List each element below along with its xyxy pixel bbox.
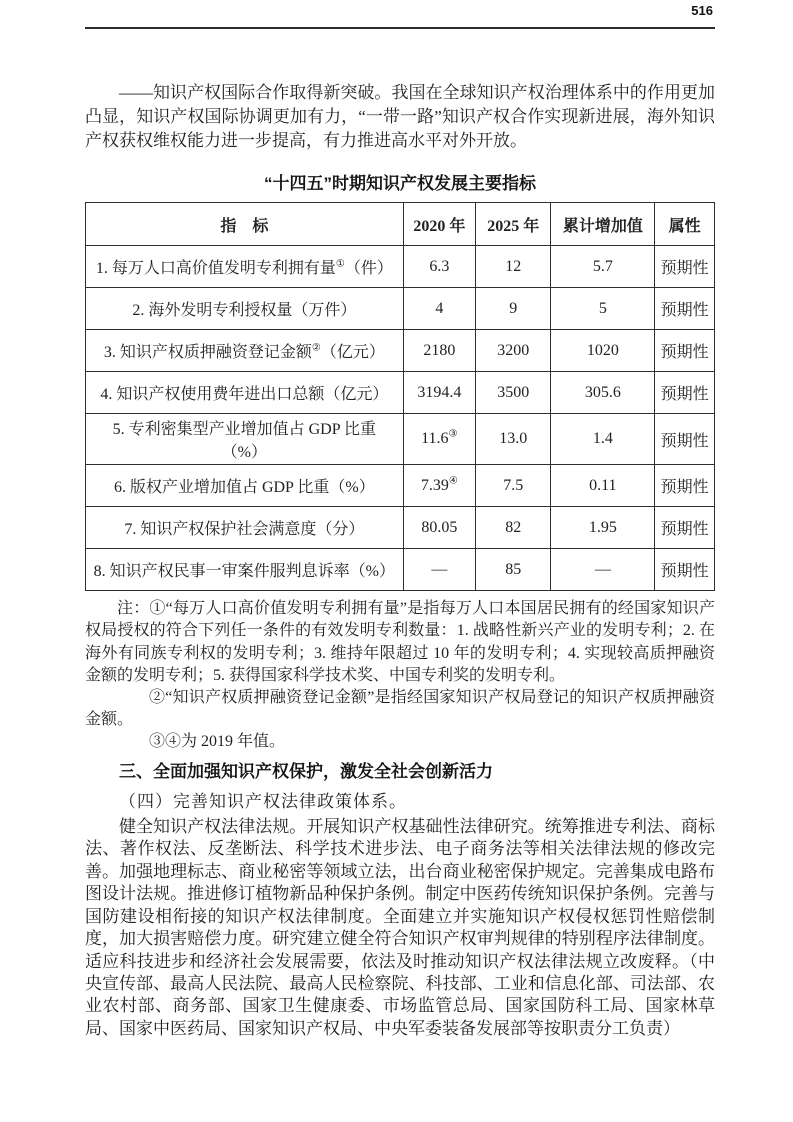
value-2020: 7.39	[420, 476, 449, 494]
indicator-unit: （件）	[344, 260, 393, 278]
cumulative-cell: 5	[551, 288, 655, 330]
indicator-cell	[86, 414, 404, 465]
indicator-unit: （%）	[349, 563, 395, 581]
value-2020-cell	[403, 465, 475, 507]
col-header-2025: 2025 年	[475, 203, 550, 246]
value-2025-cell: 82	[475, 507, 550, 549]
value-2020: 3194.4	[417, 383, 462, 401]
attribute-cell: 预期性	[655, 549, 715, 591]
table-row	[86, 507, 715, 549]
intro-paragraph: ——知识产权国际合作取得新突破。我国在全球知识产权治理体系中的作用更加凸显，知识产权国际协调更加有力，“一带一路”知识产权合作实现新进展，海外知识产权获权维权能力进一步提高，有力推进高水平对外开放。	[85, 83, 715, 151]
indicators-table	[85, 202, 715, 591]
cumulative-cell: 0.11	[551, 465, 655, 507]
attribute-cell: 预期性	[655, 507, 715, 549]
value-2020: 2180	[423, 341, 456, 359]
value-2020: 4	[435, 299, 444, 317]
attribute-cell: 预期性	[655, 465, 715, 507]
cumulative-cell: 5.7	[551, 246, 655, 288]
table-row	[86, 414, 715, 465]
footnote-mark: ③	[448, 429, 458, 441]
value-2020: 6.3	[429, 257, 450, 275]
note-2: ②“知识产权质押融资登记金额”是指经国家知识产权局登记的知识产权质押融资金额。	[85, 688, 715, 728]
value-2025-cell: 85	[475, 549, 550, 591]
value-2025-cell: 3500	[475, 372, 550, 414]
table-notes	[85, 598, 715, 753]
value-2020-cell	[403, 414, 475, 465]
table-header-row	[86, 203, 715, 246]
indicator-name: 8. 知识产权民事一审案件服判息诉率	[93, 563, 350, 581]
table-row	[86, 549, 715, 591]
body-paragraph: 健全知识产权法律法规。开展知识产权基础性法律研究。统筹推进专利法、商标法、著作权法、反垄断法、科学技术进步法、电子商务法等相关法律法规的修改完善。加强地理标志、商业秘密等领域立法，出台商业秘密保护规定。完善集成电路布图设计法规。推进修订植物新品种保护条例。制定中医药传统知识保护条例。完善与国防建设相衔接的知识产权法律制度。全面建立并实施知识产权侵权惩罚性赔偿制度，加大损害赔偿力度。研究建立健全符合知识产权审判规律的特别程序法律制度。适应科技进步和经济社会发展需要，依法及时推动知识产权法律法规立改废释。（中央宣传部、最高人民法院、最高人民检察院、科技部、工业和信息化部、司法部、农业农村部、商务部、国家卫生健康委、市场监管总局、国家国防科工局、国家林草局、国家中医药局、国家知识产权局、中央军委装备发展部等按职责分工负责）	[85, 816, 715, 1038]
indicator-cell	[86, 330, 404, 372]
cumulative-cell: 1.95	[551, 507, 655, 549]
cumulative-cell: 1020	[551, 330, 655, 372]
table-title: “十四五”时期知识产权发展主要指标	[264, 174, 536, 194]
indicator-cell	[86, 372, 404, 414]
table-row	[86, 246, 715, 288]
attribute-cell: 预期性	[655, 372, 715, 414]
header-rule	[85, 27, 715, 29]
table-row	[86, 372, 715, 414]
value-2025-cell: 13.0	[475, 414, 550, 465]
col-header-2020: 2020 年	[403, 203, 475, 246]
indicator-cell	[86, 465, 404, 507]
indicator-unit: （分）	[316, 521, 365, 539]
value-2025-cell: 9	[475, 288, 550, 330]
indicator-unit: （%）	[329, 479, 375, 497]
value-2020-cell	[403, 246, 475, 288]
cumulative-cell: 1.4	[551, 414, 655, 465]
table-row	[86, 288, 715, 330]
indicator-unit: （万件）	[292, 302, 357, 320]
indicator-name: 7. 知识产权保护社会满意度	[124, 521, 317, 539]
footnote-mark: ④	[448, 475, 458, 487]
value-2020: 11.6	[421, 430, 449, 448]
value-2020: —	[431, 560, 448, 578]
indicator-name: 5. 专利密集型产业增加值占 GDP 比重	[112, 421, 377, 439]
indicator-unit: （%）	[221, 444, 267, 462]
value-2020: 80.05	[421, 518, 458, 536]
table-row	[86, 330, 715, 372]
note-1: 注：①“每万人口高价值发明专利拥有量”是指每万人口本国居民拥有的经国家知识产权局授权的符合下列任一条件的有效发明专利数量：1. 战略性新兴产业的发明专利；2. 在海外有同族专利权的发明专利；3. 维持年限超过 10 年的发明专利；4. 实现较高质押融资金额的发明专利；5. 获得国家科学技术奖、中国专利奖的发明专利。	[85, 600, 715, 684]
value-2025-cell: 7.5	[475, 465, 550, 507]
page-number: 516	[691, 3, 713, 18]
footnote-mark: ①	[335, 259, 345, 271]
table-row	[86, 465, 715, 507]
indicator-name: 4. 知识产权使用费年进出口总额	[100, 386, 325, 404]
attribute-cell: 预期性	[655, 288, 715, 330]
col-header-cumulative: 累计增加值	[551, 203, 655, 246]
indicator-name: 6. 版权产业增加值占 GDP 比重	[113, 479, 330, 497]
indicator-cell	[86, 246, 404, 288]
cumulative-cell: —	[551, 549, 655, 591]
value-2025-cell: 12	[475, 246, 550, 288]
attribute-cell: 预期性	[655, 246, 715, 288]
col-header-attribute: 属性	[655, 203, 715, 246]
value-2020-cell	[403, 288, 475, 330]
indicator-unit: （亿元）	[324, 386, 389, 404]
attribute-cell: 预期性	[655, 414, 715, 465]
indicator-name: 3. 知识产权质押融资登记金额	[103, 344, 312, 362]
footnote-mark: ②	[311, 343, 321, 355]
value-2020-cell	[403, 372, 475, 414]
page-header	[85, 0, 715, 29]
section-heading: 三、全面加强知识产权保护，激发全社会创新活力	[119, 761, 493, 781]
note-3: ③④为 2019 年值。	[149, 732, 286, 750]
indicator-cell	[86, 507, 404, 549]
indicator-cell	[86, 549, 404, 591]
indicator-unit: （亿元）	[320, 344, 385, 362]
value-2020-cell	[403, 549, 475, 591]
subsection-heading: （四）完善知识产权法律政策体系。	[119, 791, 407, 811]
value-2020-cell	[403, 330, 475, 372]
cumulative-cell: 305.6	[551, 372, 655, 414]
indicator-name: 1. 每万人口高价值发明专利拥有量	[95, 260, 336, 278]
value-2025-cell: 3200	[475, 330, 550, 372]
indicator-cell	[86, 288, 404, 330]
value-2020-cell	[403, 507, 475, 549]
indicator-name: 2. 海外发明专利授权量	[132, 302, 293, 320]
col-header-indicator: 指 标	[86, 203, 404, 246]
attribute-cell: 预期性	[655, 330, 715, 372]
